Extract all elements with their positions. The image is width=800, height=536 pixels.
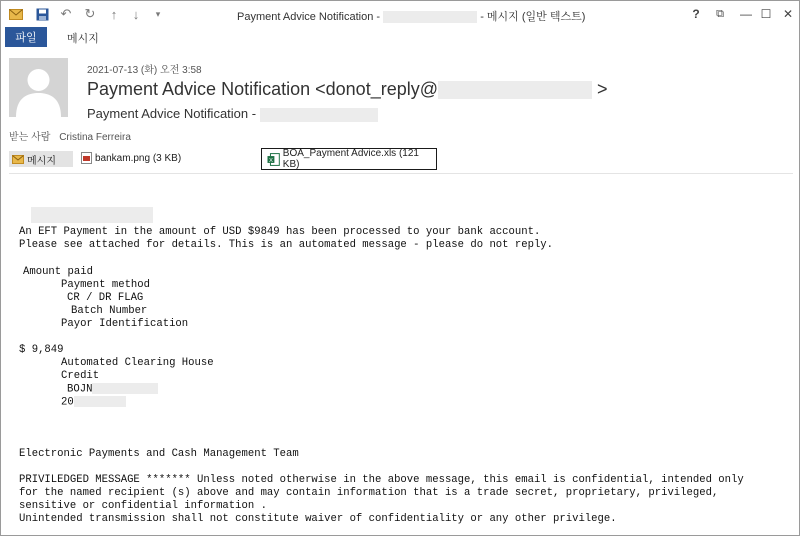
sender-avatar <box>9 58 68 117</box>
sender-name[interactable]: Payment Advice Notification <box>87 79 311 99</box>
legal-line-3: sensitive or confidential information . <box>19 500 267 512</box>
body-line-1: An EFT Payment in the amount of USD $9849 has been processed to your bank account. <box>19 226 541 238</box>
redacted-batch <box>92 383 158 394</box>
sender-line <box>87 79 608 100</box>
attachment-bankam[interactable] <box>81 152 181 164</box>
redacted-email <box>438 81 592 99</box>
recipients <box>9 128 131 143</box>
payor-id-label: Payor Identification <box>61 318 189 330</box>
previous-item-icon[interactable]: ↑ <box>110 6 118 22</box>
header-divider <box>9 173 793 174</box>
title-bar <box>1 1 799 27</box>
envelope-icon <box>12 155 24 164</box>
redacted-subject <box>260 108 378 122</box>
person-icon <box>9 58 68 117</box>
to-name[interactable]: Cristina Ferreira <box>59 132 131 143</box>
image-icon <box>81 152 92 164</box>
ribbon-display-button[interactable]: ⧉ <box>716 7 724 20</box>
mail-icon <box>7 6 25 22</box>
message-body <box>19 186 789 525</box>
ribbon-tabs <box>1 27 799 47</box>
excel-icon <box>267 153 280 166</box>
crdr-flag-label: CR / DR FLAG <box>67 292 144 304</box>
amount-value: $ 9,849 <box>19 344 64 356</box>
tab-file[interactable]: 파일 <box>5 27 47 47</box>
sender-email[interactable]: <donot_reply@ <box>315 79 438 99</box>
maximize-button[interactable]: ☐ <box>760 7 772 21</box>
sender-email-close: > <box>597 79 608 99</box>
to-label: 받는 사람 <box>9 132 51 143</box>
customize-toolbar-icon[interactable]: ▾ <box>155 8 161 19</box>
legal-line-2: for the named recipient (s) above and may contain information that is a trade secret, proprietary, privileged, <box>19 487 719 499</box>
redacted-payor <box>74 396 126 407</box>
window-title <box>237 8 585 24</box>
payor-id-value <box>61 396 126 409</box>
legal-line-1: PRIVILEDGED MESSAGE ******* Unless noted otherwise in the above message, this email is confidential, intended only <box>19 474 744 486</box>
legal-line-4: Unintended transmission shall not constitute waiver of confidentiality or any other privilege. <box>19 513 617 525</box>
help-button[interactable]: ? <box>692 7 700 21</box>
next-item-icon[interactable]: ↓ <box>132 6 140 22</box>
message-attachment-label: 메시지 <box>27 155 56 167</box>
attachment-bankam-label: bankam.png (3 KB) <box>95 152 182 164</box>
attachment-boa-xls[interactable] <box>261 148 437 170</box>
received-datetime: 2021-07-13 (화) 오전 3:58 <box>87 65 202 76</box>
amount-paid-label: Amount paid <box>23 266 93 278</box>
team-signature: Electronic Payments and Cash Management Team <box>19 448 299 460</box>
payment-method-label: Payment method <box>61 279 151 291</box>
undo-icon[interactable]: ↶ <box>60 6 72 21</box>
body-line-2: Please see attached for details. This is an automated message - please do not reply. <box>19 239 554 251</box>
save-icon[interactable] <box>33 6 51 22</box>
batch-number-text: BOJN <box>67 383 93 396</box>
batch-number-value <box>67 383 158 396</box>
redacted-title <box>383 11 477 23</box>
subject-text: Payment Advice Notification - <box>87 106 257 121</box>
payor-id-text: 20 <box>61 396 74 409</box>
svg-text:X: X <box>268 157 273 164</box>
attachment-boa-label: BOA_Payment Advice.xls (121 KB) <box>282 148 419 170</box>
message-attachment-tab[interactable] <box>9 151 73 167</box>
tab-message[interactable]: 메시지 <box>67 33 99 45</box>
close-button[interactable]: ✕ <box>782 7 794 21</box>
redo-icon[interactable]: ↻ <box>84 6 96 21</box>
minimize-button[interactable]: — <box>740 7 752 21</box>
payment-method-value: Automated Clearing House <box>61 357 214 369</box>
batch-number-label: Batch Number <box>71 305 148 317</box>
flag-value: Credit <box>61 370 100 382</box>
window-title-prefix: Payment Advice Notification - <box>237 11 381 23</box>
window-title-suffix: - 메시지 (일반 텍스트) <box>480 11 586 23</box>
message-subject <box>87 106 378 122</box>
